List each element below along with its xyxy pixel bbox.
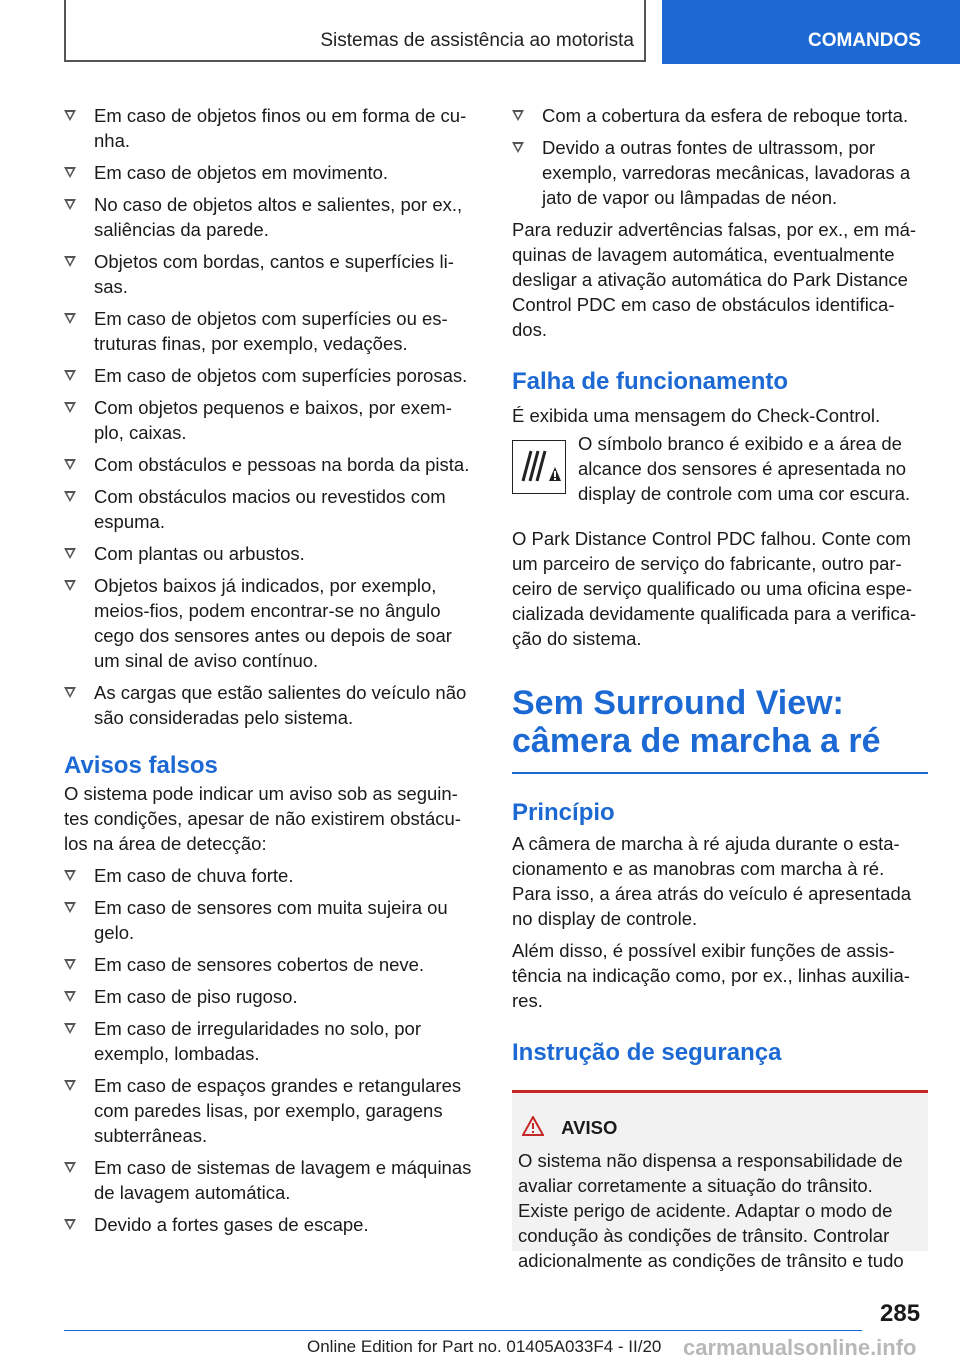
right-column <box>512 103 928 1271</box>
list-item <box>64 395 482 445</box>
list-item <box>64 1016 482 1066</box>
list-item-text: Em caso de objetos finos ou em forma de cu- nha. <box>94 105 467 151</box>
bullet-triangle-icon <box>64 687 76 698</box>
symbol-description: O símbolo branco é exibido e a área de alcance dos sensores é apresentada no display de controle com uma cor escura. <box>578 433 911 504</box>
pdc-failure-icon <box>512 440 566 494</box>
list-item <box>64 895 482 945</box>
bullet-triangle-icon <box>64 199 76 210</box>
warning-triangle-icon <box>522 1116 546 1142</box>
list-item <box>64 680 482 730</box>
watermark: carmanualsonline.info <box>683 1335 917 1360</box>
bullet-triangle-icon <box>64 110 76 121</box>
list-item <box>64 249 482 299</box>
false-alerts-intro: O sistema pode indicar um aviso sob as seguin- tes condições, apesar de não existirem obstácu- los na área de detecção: <box>64 783 461 854</box>
warning-header <box>518 1115 922 1142</box>
list-item-text: Em caso de objetos com superfícies porosas. <box>94 365 468 386</box>
false-alerts-heading: Avisos falsos <box>64 752 218 779</box>
malfunction-heading: Falha de funcionamento <box>512 368 789 395</box>
list-item-text: Objetos com bordas, cantos e superfícies li- sas. <box>94 251 454 297</box>
list-item-text: Com obstáculos macios ou revestidos com espuma. <box>94 486 446 532</box>
list-item-text: Com obstáculos e pessoas na borda da pista. <box>94 454 470 475</box>
list-item <box>64 103 482 153</box>
list-item-text: Em caso de chuva forte. <box>94 865 294 886</box>
principle-heading: Princípio <box>512 799 615 826</box>
warning-box <box>512 1090 928 1271</box>
list-item-text: Em caso de sensores com muita sujeira ou gelo. <box>94 897 448 943</box>
bullet-triangle-icon <box>64 1080 76 1091</box>
list-item <box>64 484 482 534</box>
list-item <box>64 452 482 477</box>
list-item-text: Em caso de irregularidades no solo, por exemplo, lombadas. <box>94 1018 422 1064</box>
bullet-triangle-icon <box>64 402 76 413</box>
list-item-text: Com a cobertura da esfera de reboque torta. <box>542 105 909 126</box>
list-item-text: Devido a outras fontes de ultrassom, por exemplo, varredoras mecânicas, lavadoras a jato de vapor ou lâmpadas de néon. <box>542 137 911 208</box>
list-item <box>64 306 482 356</box>
list-item-text: Em caso de objetos com superfícies ou es- truturas finas, por exemplo, vedações. <box>94 308 448 354</box>
list-item <box>64 541 482 566</box>
list-item <box>64 363 482 388</box>
list-item <box>64 1212 482 1237</box>
bullet-triangle-icon <box>64 313 76 324</box>
list-item <box>64 1073 482 1148</box>
bullet-triangle-icon <box>64 991 76 1002</box>
bullet-triangle-icon <box>512 110 524 121</box>
principle-text-2: Além disso, é possível exibir funções de assis- tência na indicação como, por ex., linhas auxilia- res. <box>512 940 910 1011</box>
bullet-triangle-icon <box>64 370 76 381</box>
left-column <box>64 103 482 1244</box>
list-item <box>512 135 928 210</box>
bullet-triangle-icon <box>64 870 76 881</box>
principle-text-1: A câmera de marcha à ré ajuda durante o esta- cionamento e as manobras com marcha à ré. Para isso, a área atrás do veículo é apresentada no display de controle. <box>512 833 912 929</box>
list-item-text: Em caso de objetos em movimento. <box>94 162 389 183</box>
bullet-triangle-icon <box>64 959 76 970</box>
footer-rule <box>64 1330 862 1331</box>
false-alert-reduction-text: Para reduzir advertências falsas, por ex., em má- quinas de lavagem automática, eventualmente desligar a ativação automática do Park Distance Control PDC em caso de obstáculos identifica- dos. <box>512 219 917 340</box>
list-item-text: Objetos baixos já indicados, por exemplo, meios-fios, podem encontrar-se no ângulo cego dos sensores antes ou depois de soar um sinal de aviso contínuo. <box>94 575 452 671</box>
list-item-text: Com objetos pequenos e baixos, por exem- plo, caixas. <box>94 397 452 443</box>
header-frame <box>64 0 646 62</box>
bullet-triangle-icon <box>64 491 76 502</box>
malfunction-text: É exibida uma mensagem do Check-Control. <box>512 405 881 426</box>
bullet-triangle-icon <box>64 1023 76 1034</box>
limitations-list <box>64 103 482 730</box>
list-item-text: Com plantas ou arbustos. <box>94 543 305 564</box>
list-item-text: Em caso de sistemas de lavagem e máquinas de lavagem automática. <box>94 1157 472 1203</box>
list-item-text: Em caso de sensores cobertos de neve. <box>94 954 425 975</box>
list-item <box>64 1155 482 1205</box>
warning-text: O sistema não dispensa a responsabilidade de avaliar corretamente a situação do trânsito. Existe perigo de acidente. Adaptar o modo de condução às condições de trânsito. Controlar adicionalmente as condições de trânsito e tudo <box>518 1150 904 1271</box>
chapter-tab[interactable] <box>662 0 960 64</box>
pdc-failed-text: O Park Distance Control PDC falhou. Conte com um parceiro de serviço do fabricante, outro par- ceiro de serviço qualificado ou uma oficina espe- cializada devidamente qualificada para a verifica- ção do sistema. <box>512 528 917 649</box>
bullet-triangle-icon <box>64 1162 76 1173</box>
bullet-triangle-icon <box>64 459 76 470</box>
safety-heading: Instrução de segurança <box>512 1039 782 1066</box>
list-item <box>64 192 482 242</box>
symbol-row <box>512 433 928 526</box>
list-item <box>512 103 928 128</box>
false-alerts-list-continued <box>512 103 928 210</box>
list-item-text: Em caso de espaços grandes e retangulares com paredes lisas, por exemplo, garagens subterrâneas. <box>94 1075 462 1146</box>
bullet-triangle-icon <box>64 256 76 267</box>
bullet-triangle-icon <box>64 902 76 913</box>
list-item <box>64 984 482 1009</box>
bullet-triangle-icon <box>64 580 76 591</box>
list-item-text: No caso de objetos altos e salientes, por ex., saliências da parede. <box>94 194 463 240</box>
section-title: Sistemas de assistência ao motorista <box>320 30 634 51</box>
list-item-text: As cargas que estão salientes do veículo não são consideradas pelo sistema. <box>94 682 467 728</box>
list-item <box>64 952 482 977</box>
bullet-triangle-icon <box>64 1219 76 1230</box>
page-number: 285 <box>880 1300 921 1327</box>
false-alerts-list <box>64 863 482 1237</box>
bullet-triangle-icon <box>512 142 524 153</box>
bullet-triangle-icon <box>64 548 76 559</box>
list-item <box>64 160 482 185</box>
warning-label: AVISO <box>561 1117 618 1138</box>
edition-text: Online Edition for Part no. 01405A033F4 - II/20 <box>307 1337 662 1356</box>
bullet-triangle-icon <box>64 167 76 178</box>
section-heading: Sem Surround View: câmera de marcha a ré <box>512 684 881 760</box>
list-item <box>64 863 482 888</box>
list-item-text: Devido a fortes gases de escape. <box>94 1214 369 1235</box>
list-item-text: Em caso de piso rugoso. <box>94 986 298 1007</box>
chapter-tab-label: COMANDOS <box>808 30 921 51</box>
list-item <box>64 573 482 673</box>
